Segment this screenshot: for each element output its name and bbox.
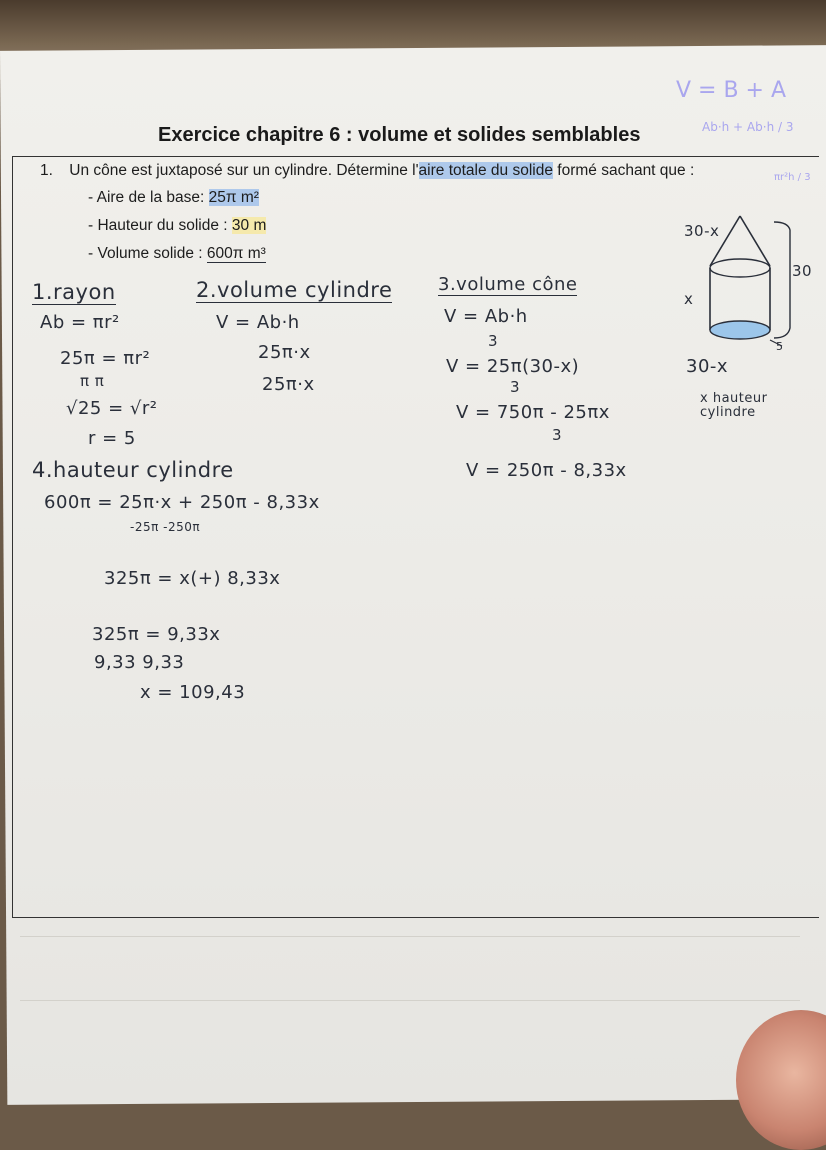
work-line: 3 [488,332,499,350]
step2-heading: 2.volume cylindre [196,278,393,302]
work-line: V = 250π - 8,33x [466,460,627,481]
work-line: 325π = x(+) 8,33x [104,568,281,589]
height-brace [774,222,790,338]
given-value: 600π m³ [206,245,266,262]
step4-heading: 4.hauteur cylindre [32,458,234,482]
step1-heading: 1.rayon [32,280,116,304]
question-text-highlight: aire totale du solide [418,162,553,179]
question-line [40,162,694,180]
work-line: 3 [510,378,521,396]
question-text-end: formé sachant que : [552,162,695,179]
work-line: -25π -250π [130,520,201,534]
work-line: √25 = √r² [66,398,158,419]
page-rule [20,936,800,937]
step3-heading: 3.volume cône [438,274,578,295]
work-line: V = Ab·h [444,306,528,327]
question-text-start: Un cône est juxtaposé sur un cylindre. Détermine l' [69,162,419,179]
work-line: 3 [552,426,563,444]
work-line: 9,33 9,33 [94,652,185,673]
work-line: 25π·x [262,374,315,395]
given-volume [88,245,266,263]
given-label: - Aire de la base: [88,189,209,206]
cylinder-top-ellipse [710,259,770,277]
given-height [88,217,266,235]
given-value: 25π m² [208,189,259,206]
page-rule [20,1000,800,1001]
diagram-label: 30-x [686,356,729,377]
margin-note-formula: V = B + A [676,78,787,103]
work-line: 25π·x [258,342,311,363]
work-line: r = 5 [88,428,136,449]
question-number: 1. [40,162,53,179]
diagram-label: 5 [776,340,784,353]
given-label: - Volume solide : [88,245,207,262]
work-line: V = 25π(30-x) [446,356,580,377]
diagram-label: x [684,290,694,308]
margin-note-formula: Ab·h + Ab·h / 3 [702,120,794,134]
given-label: - Hauteur du solide : [88,217,232,234]
work-line: 325π = 9,33x [92,624,221,645]
work-line: V = 750π - 25πx [456,402,610,423]
work-line: π π [80,372,105,390]
work-line: x = 109,43 [140,682,246,703]
work-line: 600π = 25π·x + 250π - 8,33x [44,492,320,513]
work-line: V = Ab·h [216,312,300,333]
margin-note-formula: πr²h / 3 [774,172,811,183]
diagram-label: 30-x [684,222,720,240]
work-line: 25π = πr² [60,348,151,369]
cylinder-base-ellipse [710,321,770,339]
diagram-label: 30 [792,262,813,280]
given-base-area [88,189,259,207]
worksheet-title: Exercice chapitre 6 : volume et solides semblables [158,124,641,146]
work-line: Ab = πr² [40,312,120,333]
given-value: 30 m [231,217,267,234]
diagram-note: x hauteur cylindre [700,391,768,420]
